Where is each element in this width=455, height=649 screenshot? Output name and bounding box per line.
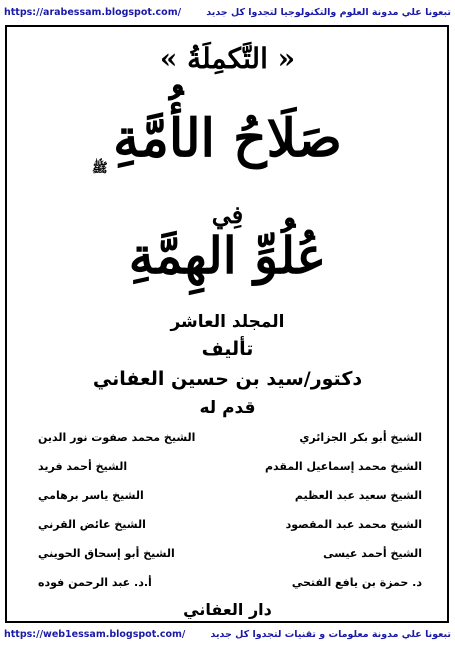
- honorific-seal: ﷺ: [92, 161, 108, 176]
- header-banner: [0, 4, 455, 22]
- title-connector: فِي: [211, 200, 244, 229]
- sheikh-name: الشيخ ياسر برهامي: [38, 489, 144, 502]
- author-name: دكتور/سيد بن حسين العفاني: [92, 368, 363, 390]
- sheikh-name: الشيخ أحمد عيسى: [323, 547, 422, 560]
- sheikh-name: أ.د. عبد الرحمن فوده: [38, 576, 152, 589]
- sheikhs-list: [38, 430, 422, 591]
- sheikh-name: الشيخ عائض القرني: [38, 518, 146, 531]
- sheikh-name: الشيخ أبو بكر الجزائري: [299, 431, 422, 444]
- header-url-link[interactable]: https://arabessam.blogspot.com/: [4, 7, 182, 18]
- publisher-name: دار العفاني: [183, 600, 272, 619]
- sheikh-name: الشيخ محمد إسماعيل المقدم: [265, 460, 422, 473]
- main-title: صَلَاحُ الأُمَّةِ: [113, 108, 342, 169]
- footer-message: تبعونا علي مدونة معلومات و تقنيات لتجدوا كل جديد: [210, 629, 451, 640]
- author-label: تأليف: [201, 338, 254, 360]
- sheikh-name: الشيخ محمد صفوت نور الدين: [38, 431, 196, 444]
- sheikh-name: الشيخ محمد عبد المقصود: [285, 518, 422, 531]
- series-title: « التَّكمِلَةُ »: [159, 42, 296, 75]
- sheikh-name: الشيخ سعيد عبد العظيم: [294, 489, 422, 502]
- sheikh-name: الشيخ أبو إسحاق الحويني: [38, 547, 175, 560]
- sheikh-name: د. حمزة بن يافع الفتحي: [291, 576, 422, 589]
- foreword-label: قدم له: [199, 398, 256, 418]
- sub-title: عُلُوِّ الهِمَّةِ: [128, 226, 327, 285]
- footer-url-link[interactable]: https://web1essam.blogspot.com/: [4, 629, 186, 640]
- volume-label: المجلد العاشر: [170, 312, 285, 332]
- header-message: تبعونا علي مدونة العلوم والتكنولوجيا لتجدوا كل جديد: [206, 7, 451, 18]
- sheikh-name: الشيخ أحمد فريد: [38, 460, 128, 473]
- footer-banner: [0, 626, 455, 644]
